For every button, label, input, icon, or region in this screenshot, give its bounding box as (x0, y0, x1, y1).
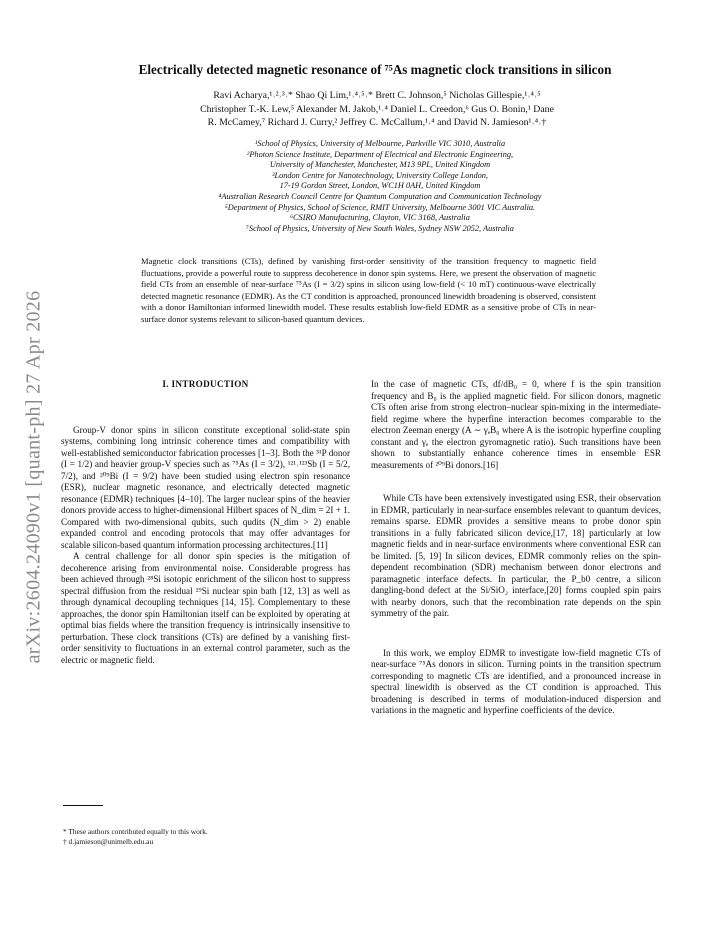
affiliation: ⁶CSIRO Manufacturing, Clayton, VIC 3168, Australia (290, 213, 470, 223)
footnote: † d.jamieson@unimelb.edu.au (63, 837, 154, 846)
arxiv-id: arXiv:2604.24090v1 [quant-ph] 27 Apr 2026 (22, 290, 45, 664)
right-column (371, 379, 661, 717)
affiliation: ²Photon Science Institute, Department of Electrical and Electronic Engineering, (246, 149, 514, 159)
affiliation: ¹School of Physics, University of Melbourne, Parkville VIC 3010, Australia (254, 139, 506, 148)
affiliation: ⁴Australian Research Council Centre for Quantum Computation and Communication Technology (218, 191, 542, 201)
left-column (61, 379, 350, 666)
body-paragraph: A central challenge for all donor spin species is the mitigation of decoherence arising from environmental noise. Considerable progress has been achieved through ²⁸Si isotopic enrichment of the silicon host to suppress spectral diffusion from the residual ²⁹Si nuclear spin bath [12, 13] as well as through dynamical decoupling techniques [14, 15]. Complementary to these approaches, the donor spin Hamiltonian itself can be exploited by operating at optimal bias fields where the transition frequency is intrinsically insensitive to perturbation. These clock transitions (CTs) are defined by a vanishing first-order sensitivity to fluctuations in an external control parameter, such as the electric or magnetic field. (61, 551, 350, 665)
affiliation: ⁷School of Physics, University of New South Wales, Sydney NSW 2052, Australia (246, 223, 514, 233)
author-list (80, 89, 674, 130)
author-line: R. McCamey,⁷ Richard J. Curry,² Jeffrey C. McCallum,¹˒⁴ and David N. Jamieson¹˒⁴˒† (207, 117, 547, 128)
author-line: Ravi Acharya,¹˒²˒³˒* Shao Qi Lim,¹˒⁴˒⁵˒* Brett C. Johnson,⁵ Nicholas Gillespie,¹˒⁴˒⁵ (213, 90, 541, 101)
affiliation: University of Manchester, Manchester, M13 9PL, United Kingdom (269, 160, 491, 170)
affiliation: ³London Centre for Nanotechnology, University College London, (271, 170, 489, 180)
body-paragraph: Group-V donor spins in silicon constitute exceptional solid-state spin systems, combining long intrinsic coherence times and compatibility with well-established semiconductor fabrication processes [1–3]. Both the ³¹P donor (I = 1/2) and heavier group-V species such as ⁷⁵As (I = 3/2), ¹²¹˒¹²³Sb (I = 5/2, 7/2), and ²⁰⁹Bi (I = 9/2) have been studied using electron spin resonance (ESR), nuclear magnetic resonance, and electrically detected magnetic resonance (EDMR) techniques [4–10]. The larger nuclear spins of the heavier donors provide access to higher-dimensional Hilbert spaces of N_dim = 2I + 1. Compared with two-dimensional qubits, such qudits (N_dim > 2) enable expanded control and encoding protocols that may offer advantages for scalable silicon-based quantum information processing architectures.[11] (61, 424, 350, 550)
author-line: Christopher T.-K. Lew,⁵ Alexander M. Jakob,¹˒⁴ Daniel L. Creedon,⁶ Gus O. Bonin,¹ Dane (200, 103, 554, 115)
abstract: Magnetic clock transitions (CTs), defined by vanishing first-order sensitivity of the transition frequency to magnetic field fluctuations, provide a powerful route to suppress decoherence in donor spin systems. Here, we present the observation of magnetic field CTs from an ensemble of near-surface ⁷⁵As (I = 3/2) spins in silicon using low-field (< 10 mT) continuous-wave electrically detected magnetic resonance (EDMR). As the CT condition is approached, pronounced linewidth broadening is observed, consistent with a donor Hamiltonian informed linewidth model. These results establish low-field EDMR as a sensitive probe of CTs in near-surface donor systems relevant to silicon-based quantum devices. (141, 256, 596, 324)
footnote-rule (63, 805, 103, 806)
affiliation: ⁵Department of Physics, School of Science, RMIT University, Melbourne 3001 VIC Australia. (224, 202, 536, 212)
body-paragraph: In this work, we employ EDMR to investigate low-field magnetic CTs of near-surface ⁷⁵As donors in silicon. Turning points in the transition spectrum corresponding to magnetic CTs are identified, and a pronounced increase in spectral linewidth is observed as the CT condition is approached. This broadening is described in terms of modulation-induced dispersion and variations in the magnetic and hyperfine coefficients of the device. (371, 647, 661, 715)
body-paragraph: In the case of magnetic CTs, df/dB₀ = 0, where f is the spin transition frequency and B₀ is the applied magnetic field. For silicon donors, magnetic CTs often arise from strong electron–nuclear spin-mixing in the intermediate-field regime where the hyperfine interaction becomes comparable to the electron Zeeman energy (A ∼ γₑB₀ where A is the isotropic hyperfine coupling constant and γₑ the electron gyromagnetic ratio). Such transitions have been shown to substantially enhance coherence times in ensemble ESR measurements of ²⁰⁹Bi donors.[16] (371, 379, 661, 470)
arxiv-stamp (14, 232, 54, 722)
section-heading: I. INTRODUCTION (162, 379, 249, 389)
footnotes (63, 827, 208, 847)
paper-title: Electrically detected magnetic resonance of ⁷⁵As magnetic clock transitions in silicon (138, 62, 612, 77)
affiliation-list (100, 139, 660, 234)
footnote: * These authors contributed equally to this work. (63, 827, 208, 836)
body-paragraph: While CTs have been extensively investigated using ESR, their observation in EDMR, particularly in near-surface ensembles relevant to quantum devices, remains sparse. EDMR provides a sensitive means to probe donor spin transitions in a fully fabricated silicon device,[17, 18] particularly at low magnetic fields and in near-surface environments where conventional ESR can be limited. [5, 19] In silicon devices, EDMR commonly relies on the spin-dependent recombination (SDR) mechanism between donor electrons and paramagnetic interface defects. In particular, the P_b0 centre, a silicon dangling-bond defect at the Si/SiO₂ interface,[20] forms coupled spin pairs with nearby donors, such that the recombination rate depends on the spin symmetry of the pair. (371, 493, 661, 618)
affiliation: 17-19 Gordon Street, London, WC1H 0AH, United Kingdom (279, 181, 481, 191)
